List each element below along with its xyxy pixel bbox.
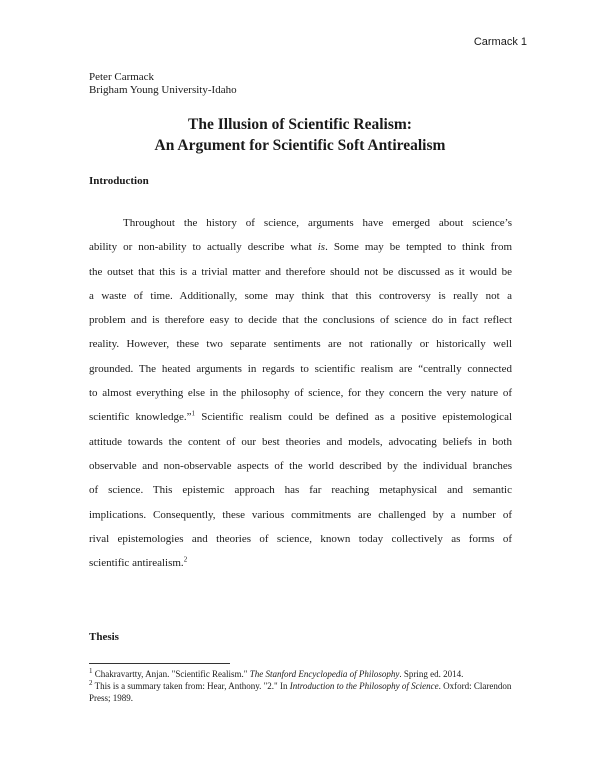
paragraph-line: grounded. The heated arguments in regards to scientific realism are “centrally connected xyxy=(89,362,512,375)
paragraph-line: attitude towards the content of our best theories and models, advocating beliefs in both xyxy=(89,435,512,448)
footnotes xyxy=(89,668,529,704)
footnote-2: $^2$ This is a summary taken from: Hear, Anthony. "2." In Introduction to the Philosophy of Science. Oxford: Clarendon Press; 1989. xyxy=(89,679,512,703)
introduction-paragraph xyxy=(89,211,512,575)
footnote-1: $^1$ Chakravartty, Anjan. "Scientific Realism." The Stanford Encyclopedia of Philosophy. Spring ed. 2014. xyxy=(89,667,464,679)
paragraph-line: scientific knowledge.”$^1$ Scientific realism could be defined as a positive epistemological xyxy=(89,409,513,424)
author-institution: Brigham Young University-Idaho xyxy=(89,84,237,96)
section-heading-introduction: Introduction xyxy=(89,175,149,187)
footnote-ref-2[interactable]: 2 xyxy=(183,555,188,564)
paper-title xyxy=(0,114,600,156)
paragraph-line: the outset that this is a trivial matter and therefore should not be discussed as it would be xyxy=(89,265,512,278)
paragraph-line: ability or non-ability to actually describe what is. Some may be tempted to think from xyxy=(89,241,512,254)
paragraph-line: Throughout the history of science, arguments have emerged about science’s xyxy=(123,217,512,229)
title-line-2: An Argument for Scientific Soft Antirealism xyxy=(154,137,446,154)
running-head: Carmack 1 xyxy=(473,36,527,48)
paragraph-line: reality. However, these two separate sentiments are not rationally or historically well xyxy=(89,338,512,351)
paragraph-line: rival epistemologies and theories of science, known today collectively as forms of xyxy=(89,532,512,545)
footnote-ref-1[interactable]: 1 xyxy=(191,409,195,418)
paragraph-line: of science. This epistemic approach has far reaching metaphysical and semantic xyxy=(89,484,512,497)
author-block xyxy=(89,71,237,97)
paragraph-line: observable and non-observable aspects of the world described by the individual branches xyxy=(89,459,512,472)
section-heading-thesis: Thesis xyxy=(89,631,119,643)
paragraph-line: problem and is therefore easy to decide that the conclusions of science do in fact reflect xyxy=(89,314,512,327)
paragraph-line: implications. Consequently, these various commitments are challenged by a number of xyxy=(89,508,512,521)
title-line-1: The Illusion of Scientific Realism: xyxy=(188,116,412,133)
paragraph-line: scientific antirealism.$^2$ xyxy=(89,555,188,570)
paragraph-line: to almost everything else in the philosophy of science, for they concern the very nature of xyxy=(89,387,512,400)
paragraph-line: a waste of time. Additionally, some may think that this controversy is really not a xyxy=(89,289,512,302)
footnote-divider xyxy=(89,663,230,664)
author-name: Peter Carmack xyxy=(89,71,155,83)
